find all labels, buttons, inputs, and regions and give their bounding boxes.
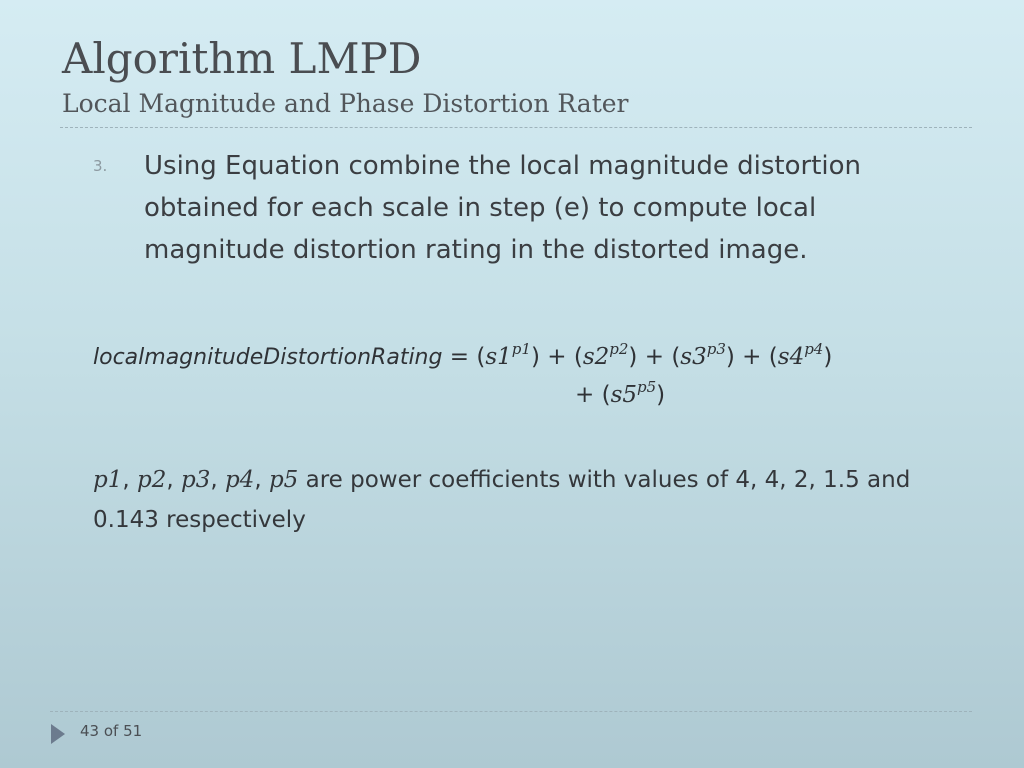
- title-divider: [60, 127, 972, 128]
- step-number: 3.: [93, 157, 108, 175]
- formula-term-3-exponent: p3: [706, 340, 726, 358]
- slide-subtitle: Local Magnitude and Phase Distortion Rater: [62, 89, 629, 118]
- formula-term-2-exponent: p2: [609, 340, 629, 358]
- formula-plus: +: [734, 344, 769, 370]
- formula: [93, 330, 963, 406]
- formula-term-5-exponent: p5: [637, 378, 657, 396]
- formula-line-1: localmagnitudeDistortionRating = $(s1^{p1}) + (s2^{p2}) + (s3^{p3}) + (s4^{p4})$: [93, 340, 833, 370]
- formula-line-2: + $(s5^{p5})$: [575, 378, 666, 408]
- formula-term-5-base: s5: [610, 382, 638, 408]
- coefficient-description: are power coefficients with values of 4, 4, 2, 1.5 and 0.143 respectively: [93, 467, 911, 533]
- formula-term-4-base: s4: [777, 344, 805, 370]
- variable-separator: ,: [122, 467, 137, 493]
- variable-p3: p3: [180, 467, 211, 493]
- variable-separator: ,: [254, 467, 269, 493]
- step-text: Using Equation combine the local magnitude distortion obtained for each scale in step (e) to compute local magnitude distortion rating in the distorted image.: [144, 151, 862, 265]
- formula-term-3-base: s3: [680, 344, 707, 370]
- variable-separator: ,: [210, 467, 225, 493]
- formula-term-2-base: s2: [582, 344, 610, 370]
- formula-term-4-exponent: p4: [804, 340, 824, 358]
- formula-plus: +: [637, 344, 672, 370]
- formula-lhs: localmagnitudeDistortionRating: [93, 345, 443, 370]
- variable-p4: p4: [224, 467, 255, 493]
- slide-title: Algorithm LMPD: [62, 34, 422, 83]
- variable-separator: ,: [166, 467, 181, 493]
- formula-term-1-base: s1: [485, 344, 512, 370]
- variable-p1: p1: [93, 467, 123, 493]
- formula-equals: =: [442, 344, 477, 370]
- formula-plus: +: [575, 382, 602, 408]
- formula-plus: +: [539, 344, 574, 370]
- formula-term-1-exponent: p1: [511, 340, 531, 358]
- coefficient-note: [93, 460, 963, 540]
- variable-p5: p5: [268, 467, 299, 493]
- next-slide-arrow-icon[interactable]: [51, 724, 65, 744]
- variable-p2: p2: [136, 467, 167, 493]
- page-indicator: 43 of 51: [80, 722, 143, 740]
- footer-divider: [50, 711, 972, 712]
